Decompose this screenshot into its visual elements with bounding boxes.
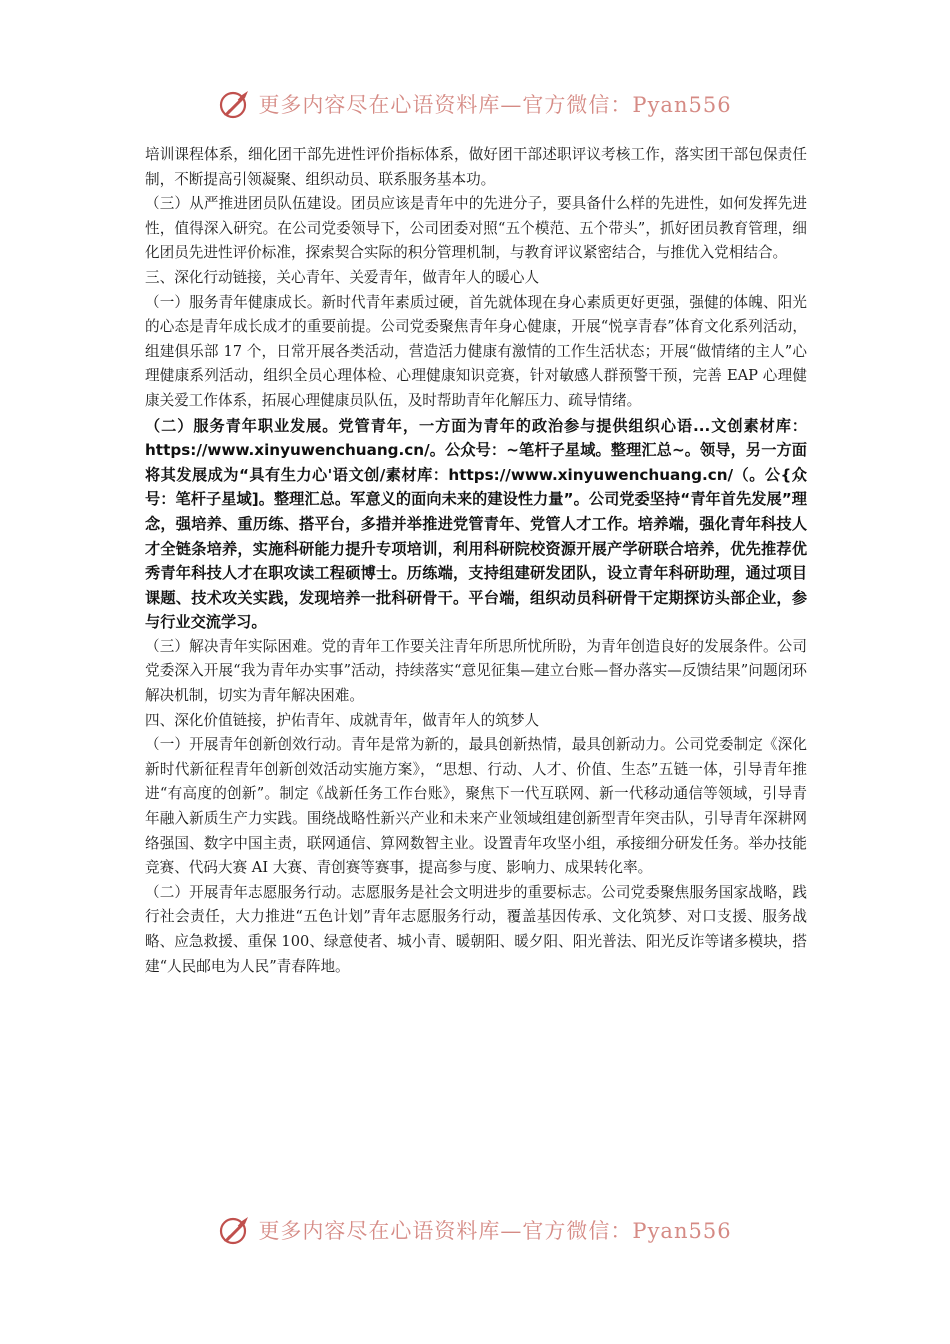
paragraph: （三）从严推进团员队伍建设。团员应该是青年中的先进分子，要具备什么样的先进性，如何发挥先进性，值得深入研究。在公司党委领导下，公司团委对照“五个模范、五个带头”，抓好团员教育管理，细化团员先进性评价标准，探索契合实际的积分管理机制，与教育评议紧密结合，与推优入党相结合。: [145, 195, 807, 262]
quill-pen-logo-icon: [218, 87, 252, 121]
quill-pen-logo-icon: [218, 1213, 252, 1247]
paragraph: （一）服务青年健康成长。新时代青年素质过硬，首先就体现在身心素质更好更强，强健的体魄、阳光的心态是青年成长成才的重要前提。公司党委聚焦青年身心健康，开展“悦享青春”体育文化系列活动，组建俱乐部 17 个，日常开展各类活动，营造活力健康有激情的工作生活状态；开展“做情绪的主人”心理健康系列活动，组织全员心理体检、心理健康知识竞赛，针对敏感人群预警干预，完善 EAP 心理健康关爱工作体系，拓展心理健康员队伍，及时帮助青年化解压力、疏导情绪。: [145, 293, 807, 409]
banner-text: 更多内容尽在心语资料库—官方微信：Pyan556: [258, 1219, 732, 1243]
paragraph: （二）开展青年志愿服务行动。志愿服务是社会文明进步的重要标志。公司党委聚焦服务国家战略，践行社会责任，大力推进“五色计划”青年志愿服务行动，覆盖基因传承、文化筑梦、对口支援、服务战略、应急救援、重保 100、绿意使者、城小青、暖朝阳、暖夕阳、阳光普法、阳光反诈等诸多模块，搭建“人民邮电为人民”青春阵地。: [145, 883, 807, 975]
banner-text: 更多内容尽在心语资料库—官方微信：Pyan556: [258, 93, 732, 117]
paragraph: （三）解决青年实际困难。党的青年工作要关注青年所思所忧所盼，为青年创造良好的发展条件。公司党委深入开展“我为青年办实事”活动，持续落实“意见征集—建立台账—督办落实—反馈结果”问题闭环解决机制，切实为青年解决困难。: [145, 637, 807, 705]
section-heading: 三、深化行动链接，关心青年、关爱青年，做青年人的暖心人: [145, 268, 540, 286]
paragraph: 培训课程体系，细化团干部先进性评价指标体系，做好团干部述职评议考核工作，落实团干部包保责任制，不断提高引领凝聚、组织动员、联系服务基本功。: [145, 146, 807, 188]
paragraph: （一）开展青年创新创效行动。青年是常为新的，最具创新热情，最具创新动力。公司党委制定《深化新时代新征程青年创新创效活动实施方案》，“思想、行动、人才、价值、生态”五链一体，引导青年推进“有高度的创新”。制定《战新任务工作台账》，聚焦下一代互联网、新一代移动通信等领域，引导青年融入新质生产力实践。围绕战略性新兴产业和未来产业领域组建创新型青年突击队，引导青年深耕网络强国、数字中国主责，联网通信、算网数智主业。设置青年攻坚小组，承接细分研发任务。举办技能竞赛、代码大赛 AI 大赛、青创赛等赛事，提高参与度、影响力、成果转化率。: [145, 736, 807, 877]
section-heading: 四、深化价值链接，护佑青年、成就青年，做青年人的筑梦人: [145, 711, 540, 729]
paragraph-bold: （二）服务青年职业发展。党管青年，一方面为青年的政治参与提供组织心语...文创素材库：https://www.xinyuwenchuang.cn/。公众号：~笔杆子星域。整理汇总~。领导，另一方面将其发展成为“具有生力心'语文创/素材库：https://www.xinyuwenchuang.cn/（。公{众号：笔杆子星域]。整理汇总。军意义的面向未来的建设性力量”。公司党委坚持“青年首先发展”理念，强培养、重历练、搭平台，多措并举推进党管青年、党管人才工作。培养端，强化青年科技人才全链条培养，实施科研能力提升专项培训，利用科研院校资源开展产学研联合培养，优先推荐优秀青年科技人才在职攻读工程硕博士。历练端，支持组建研发团队，设立青年科研助理，通过项目课题、技术攻关实践，发现培养一批科研骨干。平台端，组织动员科研骨干定期探访头部企业，参与行业交流学习。: [145, 416, 807, 632]
footer-banner: [0, 1210, 950, 1250]
document-body: [145, 143, 807, 979]
header-banner: [0, 84, 950, 124]
